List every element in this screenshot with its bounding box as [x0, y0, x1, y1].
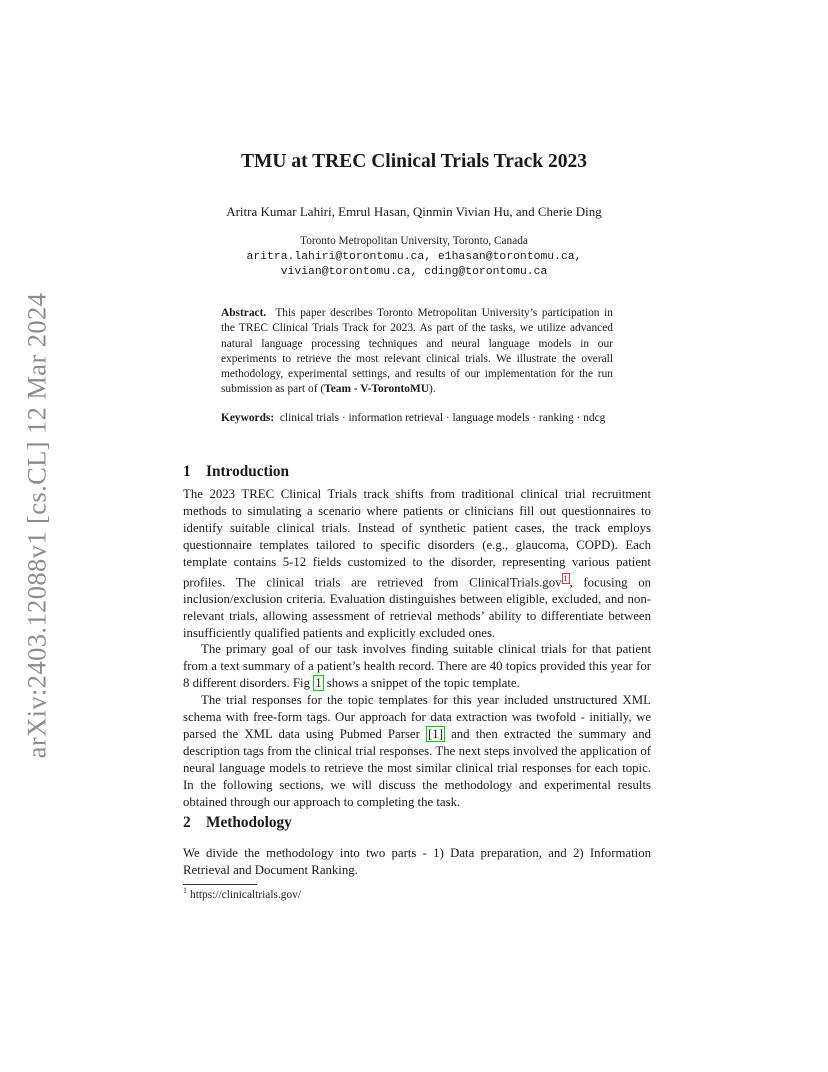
email-line-1: aritra.lahiri@torontomu.ca, e1hasan@torontomu.ca,: [246, 250, 582, 263]
intro-p1-text-a: The 2023 TREC Clinical Trials track shifts from traditional clinical trial recruitment methods to simulating a scenario where patients or clinicians fill out questionnaires to identify suitable clinical trials. Instead of synthetic patient cases, the track employs questionnaire templates tailored to specific disorders (e.g., glaucoma, COPD). Each template contains 5-12 fields customized to the disorder, representing various patient profiles. The clinical trials are retrieved from ClinicalTrials.gov: [183, 487, 651, 589]
footnote-url[interactable]: https://clinicaltrials.gov/: [190, 888, 302, 901]
abstract-team: Team - V-TorontoMU: [324, 383, 429, 396]
arxiv-id-text: arXiv:2403.12088v1 [cs.CL] 12 Mar 2024: [21, 292, 52, 758]
section-number: 1: [183, 463, 191, 480]
citation-ref-1[interactable]: [1]: [428, 726, 443, 741]
keywords-label: Keywords:: [221, 412, 275, 424]
abstract: [221, 306, 613, 398]
section-number: 2: [183, 814, 191, 831]
affiliation: Toronto Metropolitan University, Toronto, Canada: [300, 235, 528, 247]
author-list: Aritra Kumar Lahiri, Emrul Hasan, Qinmin Vivian Hu, and Cherie Ding: [226, 204, 602, 219]
intro-p1-text-b: , focusing on inclusion/exclusion criteria. Evaluation distinguishes between eligible, excluded, and non-relevant trials, allowing assessment of retrieval methods’ ability to differentiate between insufficiently qualified patients and explicitly excluded ones.: [183, 574, 651, 640]
section-heading-methodology: [183, 814, 292, 832]
footnote-divider: [183, 884, 257, 885]
section-title: Introduction: [206, 463, 290, 480]
keywords-text: clinical trials · information retrieval · language models · ranking · ndcg: [279, 412, 606, 424]
intro-paragraph-3: [183, 692, 651, 810]
section-heading-introduction: [183, 463, 289, 481]
abstract-end: ).: [428, 383, 436, 396]
methodology-body: [183, 845, 651, 879]
intro-paragraph-1: [183, 486, 651, 641]
abstract-text: This paper describes Toronto Metropolitan University’s participation in the TREC Clinical Trials Track for 2023. As part of the tasks, we utilize advanced natural language processing techniques and neural language models in our experiments to retrieve the most relevant clinical trials. We illustrate the overall methodology, experimental settings, and results of our implementation for the run submission as part of (: [221, 307, 613, 396]
arxiv-sidebar-stamp: [12, 287, 62, 763]
paper-title: TMU at TREC Clinical Trials Track 2023: [241, 151, 587, 172]
intro-p3-text-a: The trial responses for the topic templates for this year included unstructured XML schema with free-form tags. Our approach for data extraction was twofold - initially, we parsed the XML data using Pubmed Parser: [183, 693, 651, 741]
footnote-ref-1[interactable]: 1: [563, 573, 568, 583]
email-line-2: vivian@torontomu.ca, cding@torontomu.ca: [280, 266, 548, 278]
methodology-paragraph-1: We divide the methodology into two parts - 1) Data preparation, and 2) Information Retrieval and Document Ranking.: [183, 846, 651, 877]
footnote: [183, 886, 301, 901]
introduction-body: [183, 486, 651, 810]
section-title: Methodology: [206, 814, 292, 831]
intro-paragraph-2: [183, 641, 651, 692]
keywords: [221, 411, 613, 426]
affiliation-block: [0, 234, 828, 281]
intro-p3-text-b: and then extracted the summary and description tags from the clinical trial responses. The next steps involved the application of neural language models to retrieve the most similar clinical trial responses for each topic. In the following sections, we will discuss the methodology and experimental results obtained through our approach to completing the task.: [183, 726, 651, 809]
intro-p2-text-b: shows a snippet of the topic template.: [323, 676, 520, 691]
figure-ref-1[interactable]: 1: [315, 676, 322, 691]
footnote-mark: 1: [183, 886, 187, 895]
abstract-label: Abstract.: [221, 307, 267, 319]
intro-p2-text-a: The primary goal of our task involves finding suitable clinical trials for that patient from a text summary of a patient’s health record. There are 40 topics provided this year for 8 different disorders. Fig: [183, 642, 651, 691]
